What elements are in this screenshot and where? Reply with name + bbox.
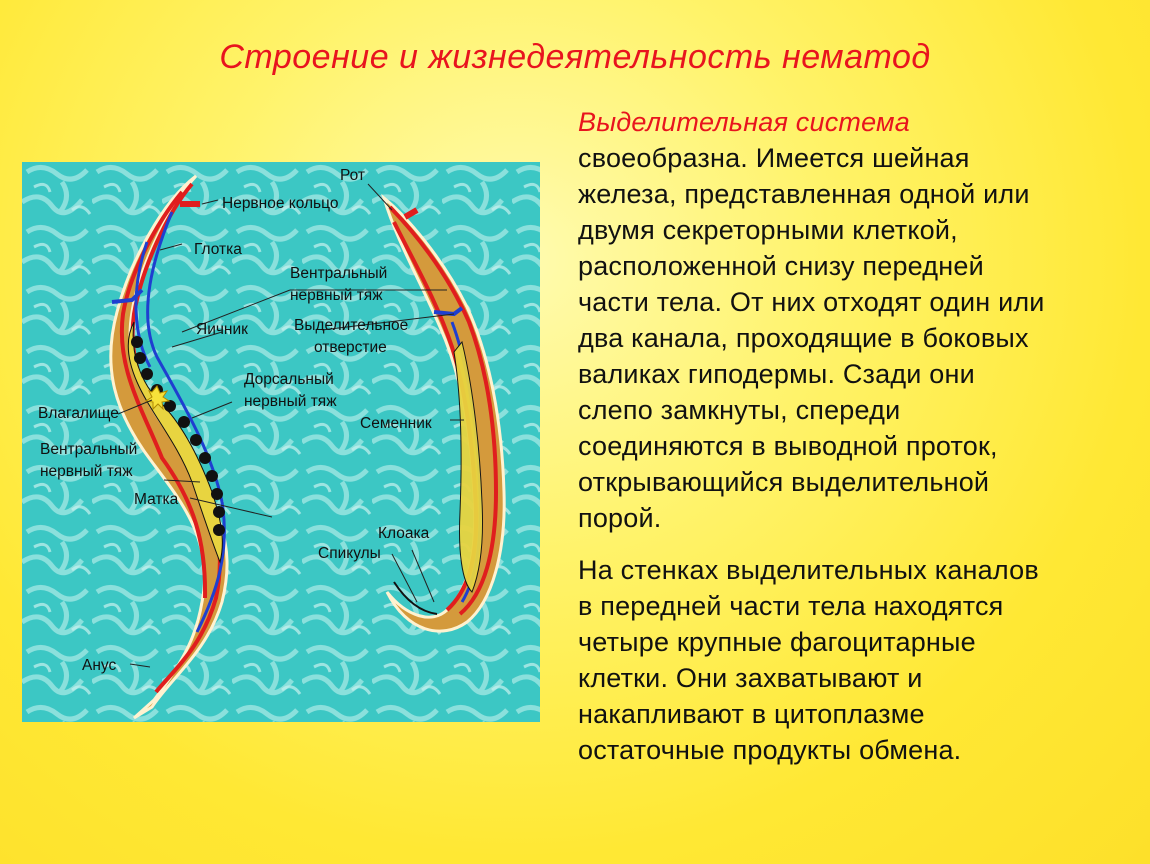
p1-line-1: своеобразна. Имеется шейная — [578, 143, 970, 173]
p1-line-5: части тела. От них отходят один или — [578, 287, 1045, 317]
label-dorsal-cord-2: нервный тяж — [244, 393, 337, 410]
p2-line-6: остаточные продукты обмена. — [578, 735, 962, 765]
label-vagina: Влагалище — [38, 405, 119, 422]
label-nerve-ring: Нервное кольцо — [222, 195, 339, 212]
description-text — [578, 104, 1138, 768]
p2-line-2: в передней части тела находятся — [578, 591, 1004, 621]
p1-line-3: двумя секреторными клеткой, — [578, 215, 958, 245]
label-anus: Анус — [82, 657, 117, 674]
label-ovary: Яичник — [196, 321, 248, 338]
p1-line-8: слепо замкнуты, спереди — [578, 395, 901, 425]
label-mouth: Рот — [340, 167, 366, 184]
p2-line-5: накапливают в цитоплазме — [578, 699, 925, 729]
label-ventral-cord-right-1: Вентральный — [290, 265, 388, 282]
p1-line-4: расположенной снизу передней — [578, 251, 984, 281]
p1-line-7: валиках гиподермы. Сзади они — [578, 359, 975, 389]
section-heading: Выделительная система — [578, 107, 910, 137]
label-dorsal-cord-1: Дорсальный — [244, 371, 334, 388]
label-cloaca: Клоака — [378, 525, 430, 542]
paragraph-1 — [578, 104, 1138, 536]
p1-line-6: два канала, проходящие в боковых — [578, 323, 1029, 353]
label-ventral-cord-left-2: нервный тяж — [40, 463, 133, 480]
nematode-anatomy-figure — [22, 162, 540, 722]
slide-title: Строение и жизнедеятельность нематод — [219, 38, 931, 76]
paragraph-2 — [578, 552, 1138, 768]
p1-line-2: железа, представленная одной или — [578, 179, 1030, 209]
p2-line-1: На стенках выделительных каналов — [578, 555, 1039, 585]
label-pharynx: Глотка — [194, 241, 242, 258]
p2-line-3: четыре крупные фагоцитарные — [578, 627, 976, 657]
p2-line-4: клетки. Они захватывают и — [578, 663, 923, 693]
label-excretory-pore-1: Выделительное — [294, 317, 409, 334]
p1-line-10: открывающийся выделительной — [578, 467, 990, 497]
p1-line-9: соединяются в выводной проток, — [578, 431, 998, 461]
label-ventral-cord-right-2: нервный тяж — [290, 287, 383, 304]
label-uterus: Матка — [134, 491, 179, 508]
p1-line-11: порой. — [578, 503, 662, 533]
label-excretory-pore-2: отверстие — [314, 339, 387, 356]
label-testis: Семенник — [360, 415, 432, 432]
label-ventral-cord-left-1: Вентральный — [40, 441, 138, 458]
label-spicules: Спикулы — [318, 545, 381, 562]
